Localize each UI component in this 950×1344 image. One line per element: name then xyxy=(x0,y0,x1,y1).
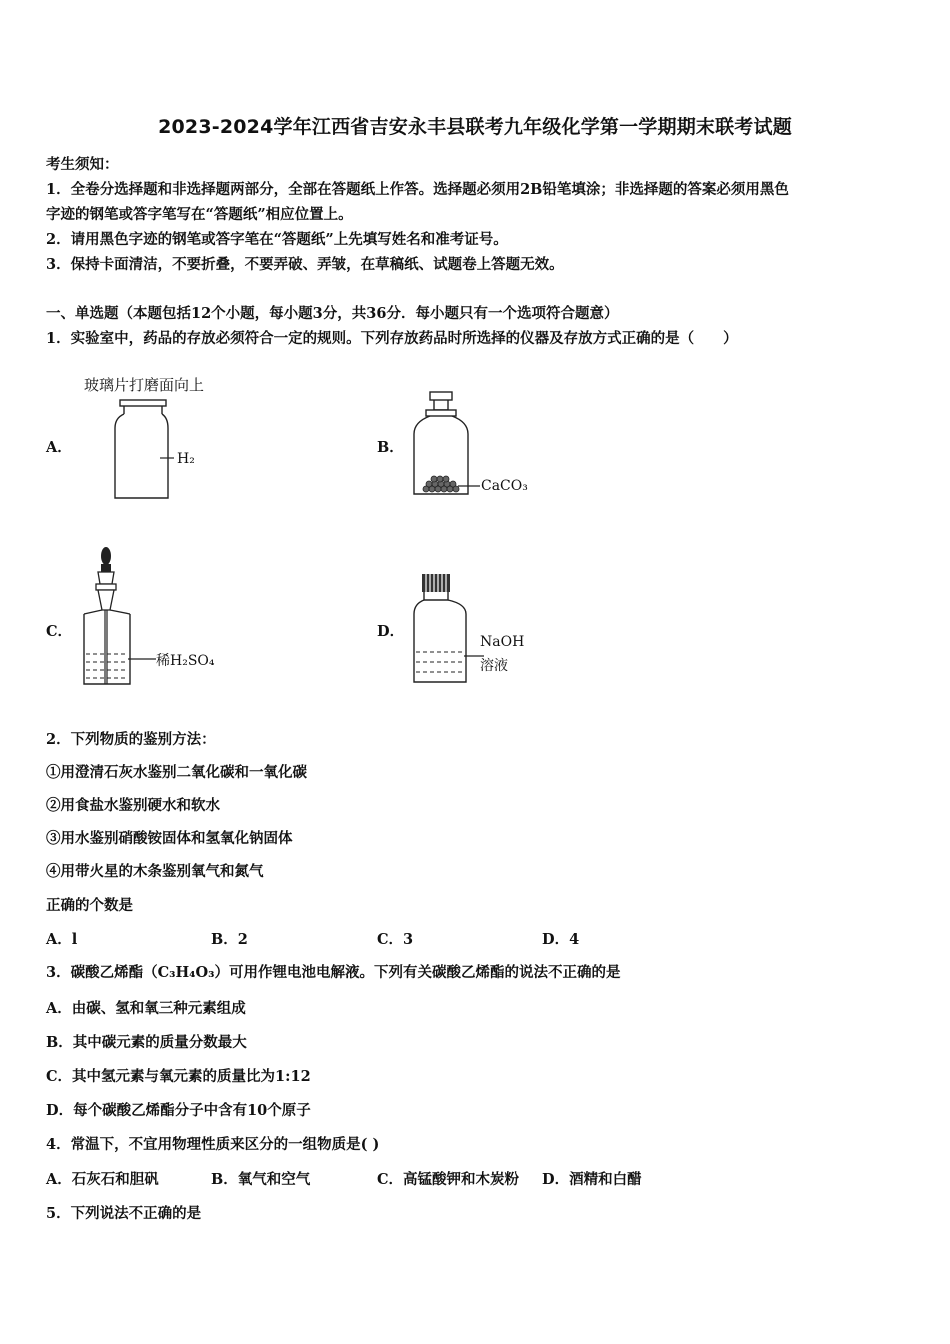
q5-stem: 5．下列说法不正确的是 xyxy=(46,1205,202,1222)
q2-option-b: B．2 xyxy=(211,931,248,948)
q4-option-b: B．氧气和空气 xyxy=(211,1171,311,1188)
notice-heading: 考生须知： xyxy=(46,156,119,173)
section-heading: 一、单选题（本题包括12个小题，每小题3分，共36分．每小题只有一个选项符合题意） xyxy=(46,305,619,322)
q3-option-c: C．其中氢元素与氧元素的质量比为1:12 xyxy=(46,1068,311,1085)
q1-option-d-label: D． xyxy=(377,623,405,640)
q1-option-a-label: A． xyxy=(46,439,72,456)
q2-item-3: ③用水鉴别硝酸铵固体和氢氧化钠固体 xyxy=(46,830,293,847)
q3-option-a: A．由碳、氢和氧三种元素组成 xyxy=(46,1000,246,1017)
q1-stem: 1．实验室中，药品的存放必须符合一定的规则。下列存放药品时所选择的仪器及存放方式正确的是（ ） xyxy=(46,330,738,347)
notice-line-2: 2．请用黑色字迹的钢笔或答字笔在“答题纸”上先填写姓名和准考证号。 xyxy=(46,231,508,248)
q2-option-d: D．4 xyxy=(542,931,580,948)
q4-option-d: D．酒精和白醋 xyxy=(542,1171,642,1188)
q1-option-d-substance-2: 溶液 xyxy=(480,658,508,674)
dropper-bottle-icon xyxy=(78,544,158,690)
reagent-bottle-icon xyxy=(408,570,488,688)
q1-option-a-caption: 玻璃片打磨面向上 xyxy=(84,376,205,394)
q1-option-b-substance: CaCO₃ xyxy=(481,478,528,494)
notice-line-1a: 1．全卷分选择题和非选择题两部分，全部在答题纸上作答。选择题必须用2B铅笔填涂；非选择题的答案必须用黑色 xyxy=(46,181,789,198)
q3-option-b: B．其中碳元素的质量分数最大 xyxy=(46,1034,247,1051)
notice-line-3: 3．保持卡面清洁，不要折叠，不要弄破、弄皱，在草稿纸、试题卷上答题无效。 xyxy=(46,256,564,273)
wide-mouth-bottle-icon xyxy=(408,388,480,500)
q1-option-a-substance: H₂ xyxy=(177,451,195,467)
q2-stem: 2．下列物质的鉴别方法： xyxy=(46,731,216,748)
gas-jar-icon xyxy=(108,392,178,504)
page-title: 2023-2024学年江西省吉安永丰县联考九年级化学第一学期期末联考试题 xyxy=(158,116,792,138)
q4-option-c: C．高锰酸钾和木炭粉 xyxy=(377,1171,520,1188)
q1-option-d-substance-1: NaOH xyxy=(480,634,525,650)
q1-option-b-label: B． xyxy=(377,439,404,456)
q2-option-c: C．3 xyxy=(377,931,414,948)
q2-option-a: A．l xyxy=(46,931,78,948)
q3-stem: 3．碳酸乙烯酯（C₃H₄O₃）可用作锂电池电解液。下列有关碳酸乙烯酯的说法不正确的是 xyxy=(46,964,621,981)
q2-item-2: ②用食盐水鉴别硬水和软水 xyxy=(46,797,220,814)
notice-line-1b: 字迹的钢笔或答字笔写在“答题纸”相应位置上。 xyxy=(46,206,353,223)
q2-item-1: ①用澄清石灰水鉴别二氧化碳和一氧化碳 xyxy=(46,764,307,781)
q1-option-c-substance: 稀H₂SO₄ xyxy=(156,653,215,669)
q4-option-a: A．石灰石和胆矾 xyxy=(46,1171,159,1188)
q2-question: 正确的个数是 xyxy=(46,897,133,914)
q1-option-c-label: C． xyxy=(46,623,73,640)
q4-stem: 4．常温下，不宜用物理性质来区分的一组物质是( ) xyxy=(46,1136,380,1153)
q2-item-4: ④用带火星的木条鉴别氧气和氮气 xyxy=(46,863,264,880)
q3-option-d: D．每个碳酸乙烯酯分子中含有10个原子 xyxy=(46,1102,311,1119)
